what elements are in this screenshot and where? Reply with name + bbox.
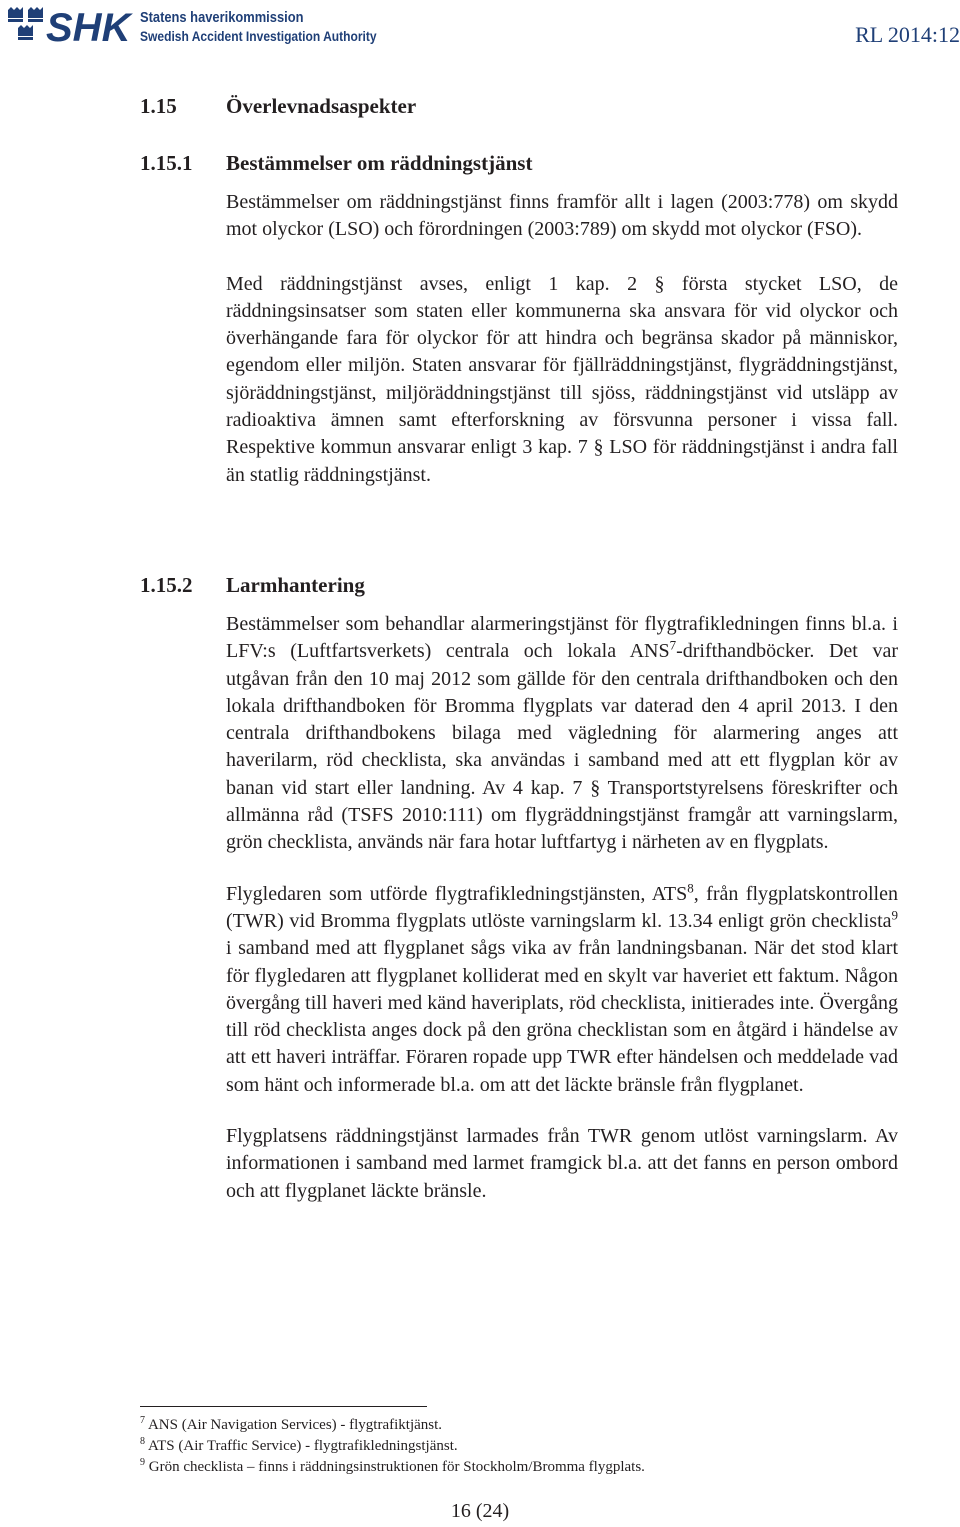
footnote: $^7$ ANS (Air Navigation Services) - flygtrafiktjänst.	[140, 1415, 443, 1433]
paragraph: Flygplatsens räddningstjänst larmades från TWR genom utlöst varningslarm. Av informationen i samband med larmet framgick bl.a. att det fanns en person ombord och att flygplanet läckte bränsle.	[226, 1125, 898, 1202]
footnote: $^9$ Grön checklista – finns i räddningsinstruktionen för Stockholm/Bromma flygplats.	[140, 1457, 645, 1475]
agency-name-sv: Statens haverikommission	[140, 9, 304, 26]
section-title: Överlevnadsaspekter	[226, 94, 417, 118]
section-number: 1.15	[140, 94, 177, 118]
subsection-1-body	[226, 189, 898, 489]
paragraph: Bestämmelser som behandlar alarmeringstjänst för flygtrafikledningen finns bl.a. i LFV:s (Luftfartsverkets) centrala och lokala ANS$^7$-drifthandböcker. Det var utgåvan från den 10 maj 2012 som gällde för den centrala drifthandboken och den lokala drifthandboken för Bromma flygplats var daterad den 4 april 2013. I den centrala drifthandbokens bilaga med vägledning för alarmering anges att haverilarm, röd checklista, ska användas i samband med att ett flygplan kör av banan vid start eller landning. Av 4 kap. 7 § Transportstyrelsens föreskrifter och allmänna råd (TSFS 2010:111) om flygräddningstjänst framgår att varningslarm, grön checklista, används när fara hotar luftfartyg i närheten av en flygplats.	[226, 613, 898, 854]
paragraph: Flygledaren som utförde flygtrafikledningstjänsten, ATS$^8$, från flygplatskontrollen (TWR) vid Bromma flygplats utlöste varningslarm kl. 13.34 enligt grön checklista$^9$ i samband med att flygplanet sågs vika av från landningsbanan. När det stod klart för flygledaren att flygplanet kolliderat med en skylt var haveriet ett faktum. Någon övergång till haveri med känd haveriplats, röd checklista, initierades inte. Övergång till röd checklista anges dock på den gröna checklistan som en åtgärd i händelse av att ett haveri inträffar. Föraren ropade upp TWR efter händelsen och meddelade vad som hänt och informerade bl.a. om att det läckte bränsle från flygplanet.	[226, 880, 898, 1096]
paragraph: Med räddningstjänst avses, enligt 1 kap. 2 § första stycket LSO, de räddningsinsatser som staten eller kommunerna ska ansvara för vid olyckor och överhängande fara för olyckor för att hindra och begränsa skador på människor, egendom eller miljön. Staten ansvarar för fjällräddningstjänst, flygräddningstjänst, sjöräddningstjänst, miljöräddningstjänst till sjöss, räddningstjänst vid utsläpp av radioaktiva ämnen samt efterforskning av försvunna personer i vissa fall. Respektive kommun ansvarar enligt 3 kap. 7 § LSO för räddningstjänst i andra fall än statlig räddningstjänst.	[226, 272, 898, 486]
paragraph: Bestämmelser om räddningstjänst finns framför allt i lagen (2003:778) om skydd mot olyckor (LSO) och förordningen (2003:789) om skydd mot olyckor (FSO).	[226, 191, 898, 241]
footnote-ref[interactable]: 7	[669, 637, 677, 653]
shk-logo-text: SHK	[46, 6, 131, 47]
page-header	[0, 0, 960, 60]
subsection-2-number: 1.15.2	[140, 573, 193, 597]
subsection-1-number: 1.15.1	[140, 151, 193, 175]
agency-name	[140, 8, 377, 46]
report-id: RL 2014:12	[855, 22, 960, 47]
footnote-ref[interactable]: 9	[891, 907, 898, 923]
footnote-divider	[140, 1406, 427, 1407]
subsection-1-title: Bestämmelser om räddningstjänst	[226, 151, 533, 175]
page-number: 16 (24)	[450, 1500, 510, 1522]
footnote-ref[interactable]: 8	[687, 880, 694, 896]
subsection-2-body	[226, 611, 898, 1205]
shk-logo	[46, 5, 136, 47]
agency-name-en: Swedish Accident Investigation Authority	[140, 28, 377, 44]
three-crowns-icon	[6, 6, 46, 46]
subsection-2-title: Larmhantering	[226, 573, 365, 597]
footnote: $^8$ ATS (Air Traffic Service) - flygtrafikledningstjänst.	[140, 1436, 458, 1454]
